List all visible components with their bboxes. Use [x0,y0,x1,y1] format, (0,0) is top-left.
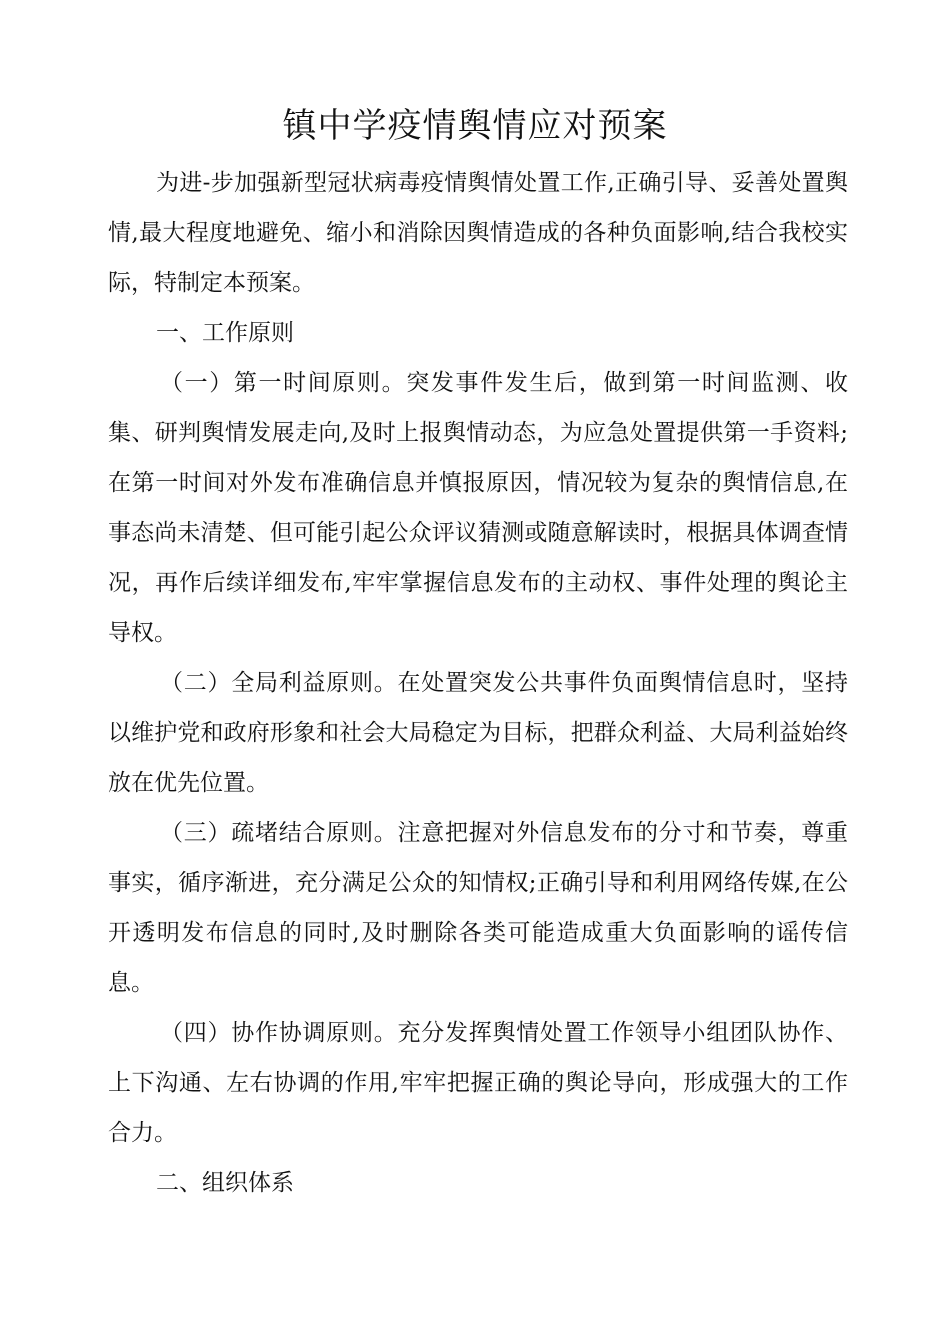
document-body [108,158,848,1208]
section-heading-organization: 二、组织体系 [156,1170,294,1196]
principle-combine-guidance: （三）疏堵结合原则。注意把握对外信息发布的分寸和节奏，尊重事实，循序渐进，充分满足公众的知情权;正确引导和利用网络传媒,在公开透明发布信息的同时,及时删除各类可能造成重大负面影响的谣传信息。 [108,820,848,996]
principle-cooperation: （四）协作协调原则。充分发挥舆情处置工作领导小组团队协作、上下沟通、左右协调的作用,牢牢把握正确的舆论导向，形成强大的工作合力。 [108,1020,848,1146]
document-title: 镇中学疫情舆情应对预案 [282,106,668,146]
intro-paragraph: 为进-步加强新型冠状病毒疫情舆情处置工作,正确引导、妥善处置舆情,最大程度地避免、缩小和消除因舆情造成的各种负面影响,结合我校实际，特制定本预案。 [108,170,848,296]
principle-overall-interest: （二）全局利益原则。在处置突发公共事件负面舆情信息时，坚持以维护党和政府形象和社会大局稳定为目标，把群众利益、大局利益始终放在优先位置。 [108,670,848,796]
principle-first-time: （一）第一时间原则。突发事件发生后，做到第一时间监测、收集、研判舆情发展走向,及时上报舆情动态，为应急处置提供第一手资料;在第一时间对外发布准确信息并慎报原因，情况较为复杂的舆情信息,在事态尚未清楚、但可能引起公众评议猜测或随意解读时，根据具体调查情况，再作后续详细发布,牢牢掌握信息发布的主动权、事件处理的舆论主导权。 [108,370,848,646]
section-heading-work-principles: 一、工作原则 [156,320,294,346]
